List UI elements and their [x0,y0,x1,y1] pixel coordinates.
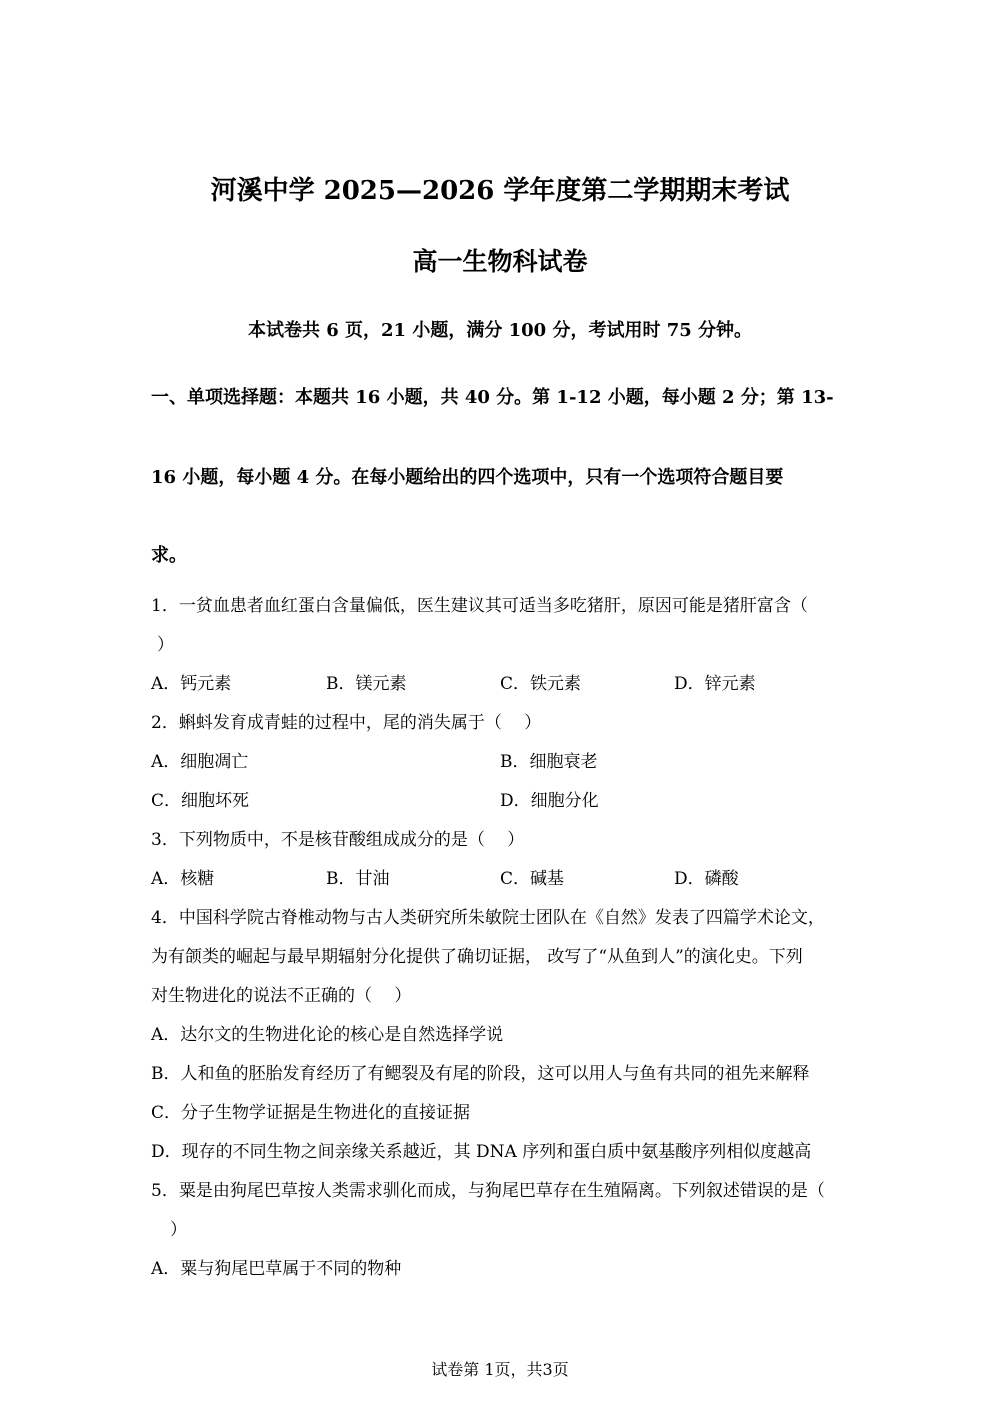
exam-subject-title: 高一生物科试卷 [412,247,588,276]
question-5-stem-line-1: 5．粟是由狗尾巴草按人类需求驯化而成，与狗尾巴草存在生殖隔离。下列叙述错误的是（ [151,1181,825,1201]
section-instruction-line-1: 一、单项选择题：本题共 16 小题，共 40 分。第 1-12 小题，每小题 2 分；第 13- [151,387,834,408]
question-2-option-d: D．细胞分化 [500,791,599,811]
page-footer: 试卷第 1页，共3页 [431,1360,569,1379]
question-4-stem-line-3: 对生物进化的说法不正确的（ ） [151,986,412,1006]
question-1-option-c: C．铁元素 [500,674,582,694]
exam-title: 河溪中学 2025—2026 学年度第二学期期末考试 [210,176,790,206]
question-4-option-a: A．达尔文的生物进化论的核心是自然选择学说 [151,1025,504,1045]
question-4-stem-line-1: 4．中国科学院古脊椎动物与古人类研究所朱敏院士团队在《自然》发表了四篇学术论文， [151,908,825,928]
question-1-option-b: B．镁元素 [326,674,407,694]
question-4-option-d: D．现存的不同生物之间亲缘关系越近，其 DNA 序列和蛋白质中氨基酸序列相似度越高 [151,1142,812,1162]
question-3-option-d: D．磷酸 [674,869,739,889]
question-5-option-a: A．粟与狗尾巴草属于不同的物种 [151,1259,402,1279]
question-5-stem-line-2: ） [170,1220,187,1240]
question-1-stem-line-1: 1．一贫血患者血红蛋白含量偏低，医生建议其可适当多吃猪肝，原因可能是猪肝富含（ [151,596,808,616]
question-3-option-b: B．甘油 [326,869,390,889]
question-2-stem: 2．蝌蚪发育成青蛙的过程中，尾的消失属于（ ） [151,713,542,733]
question-3-stem: 3．下列物质中，不是核苷酸组成成分的是（ ） [151,830,525,850]
question-2-option-a: A．细胞凋亡 [151,752,249,772]
question-2-option-c: C．细胞坏死 [151,791,250,811]
question-4-option-c: C．分子生物学证据是生物进化的直接证据 [151,1103,471,1123]
question-1-stem-line-2: ） [157,635,174,655]
question-4-stem-line-2: 为有颌类的崛起与最早期辐射分化提供了确切证据， 改写了“从鱼到人”的演化史。下列 [151,947,803,967]
question-1-option-d: D．锌元素 [674,674,756,694]
question-3-option-a: A．核糖 [151,869,215,889]
question-3-option-c: C．碱基 [500,869,565,889]
exam-notice: 本试卷共 6 页，21 小题，满分 100 分，考试用时 75 分钟。 [247,320,753,341]
question-2-option-b: B．细胞衰老 [500,752,598,772]
question-1-option-a: A．钙元素 [151,674,232,694]
section-instruction-line-2: 16 小题，每小题 4 分。在每小题给出的四个选项中，只有一个选项符合题目要 [151,467,784,488]
section-instruction-line-3: 求。 [151,545,187,566]
question-4-option-b: B．人和鱼的胚胎发育经历了有鳃裂及有尾的阶段，这可以用人与鱼有共同的祖先来解释 [151,1064,810,1084]
